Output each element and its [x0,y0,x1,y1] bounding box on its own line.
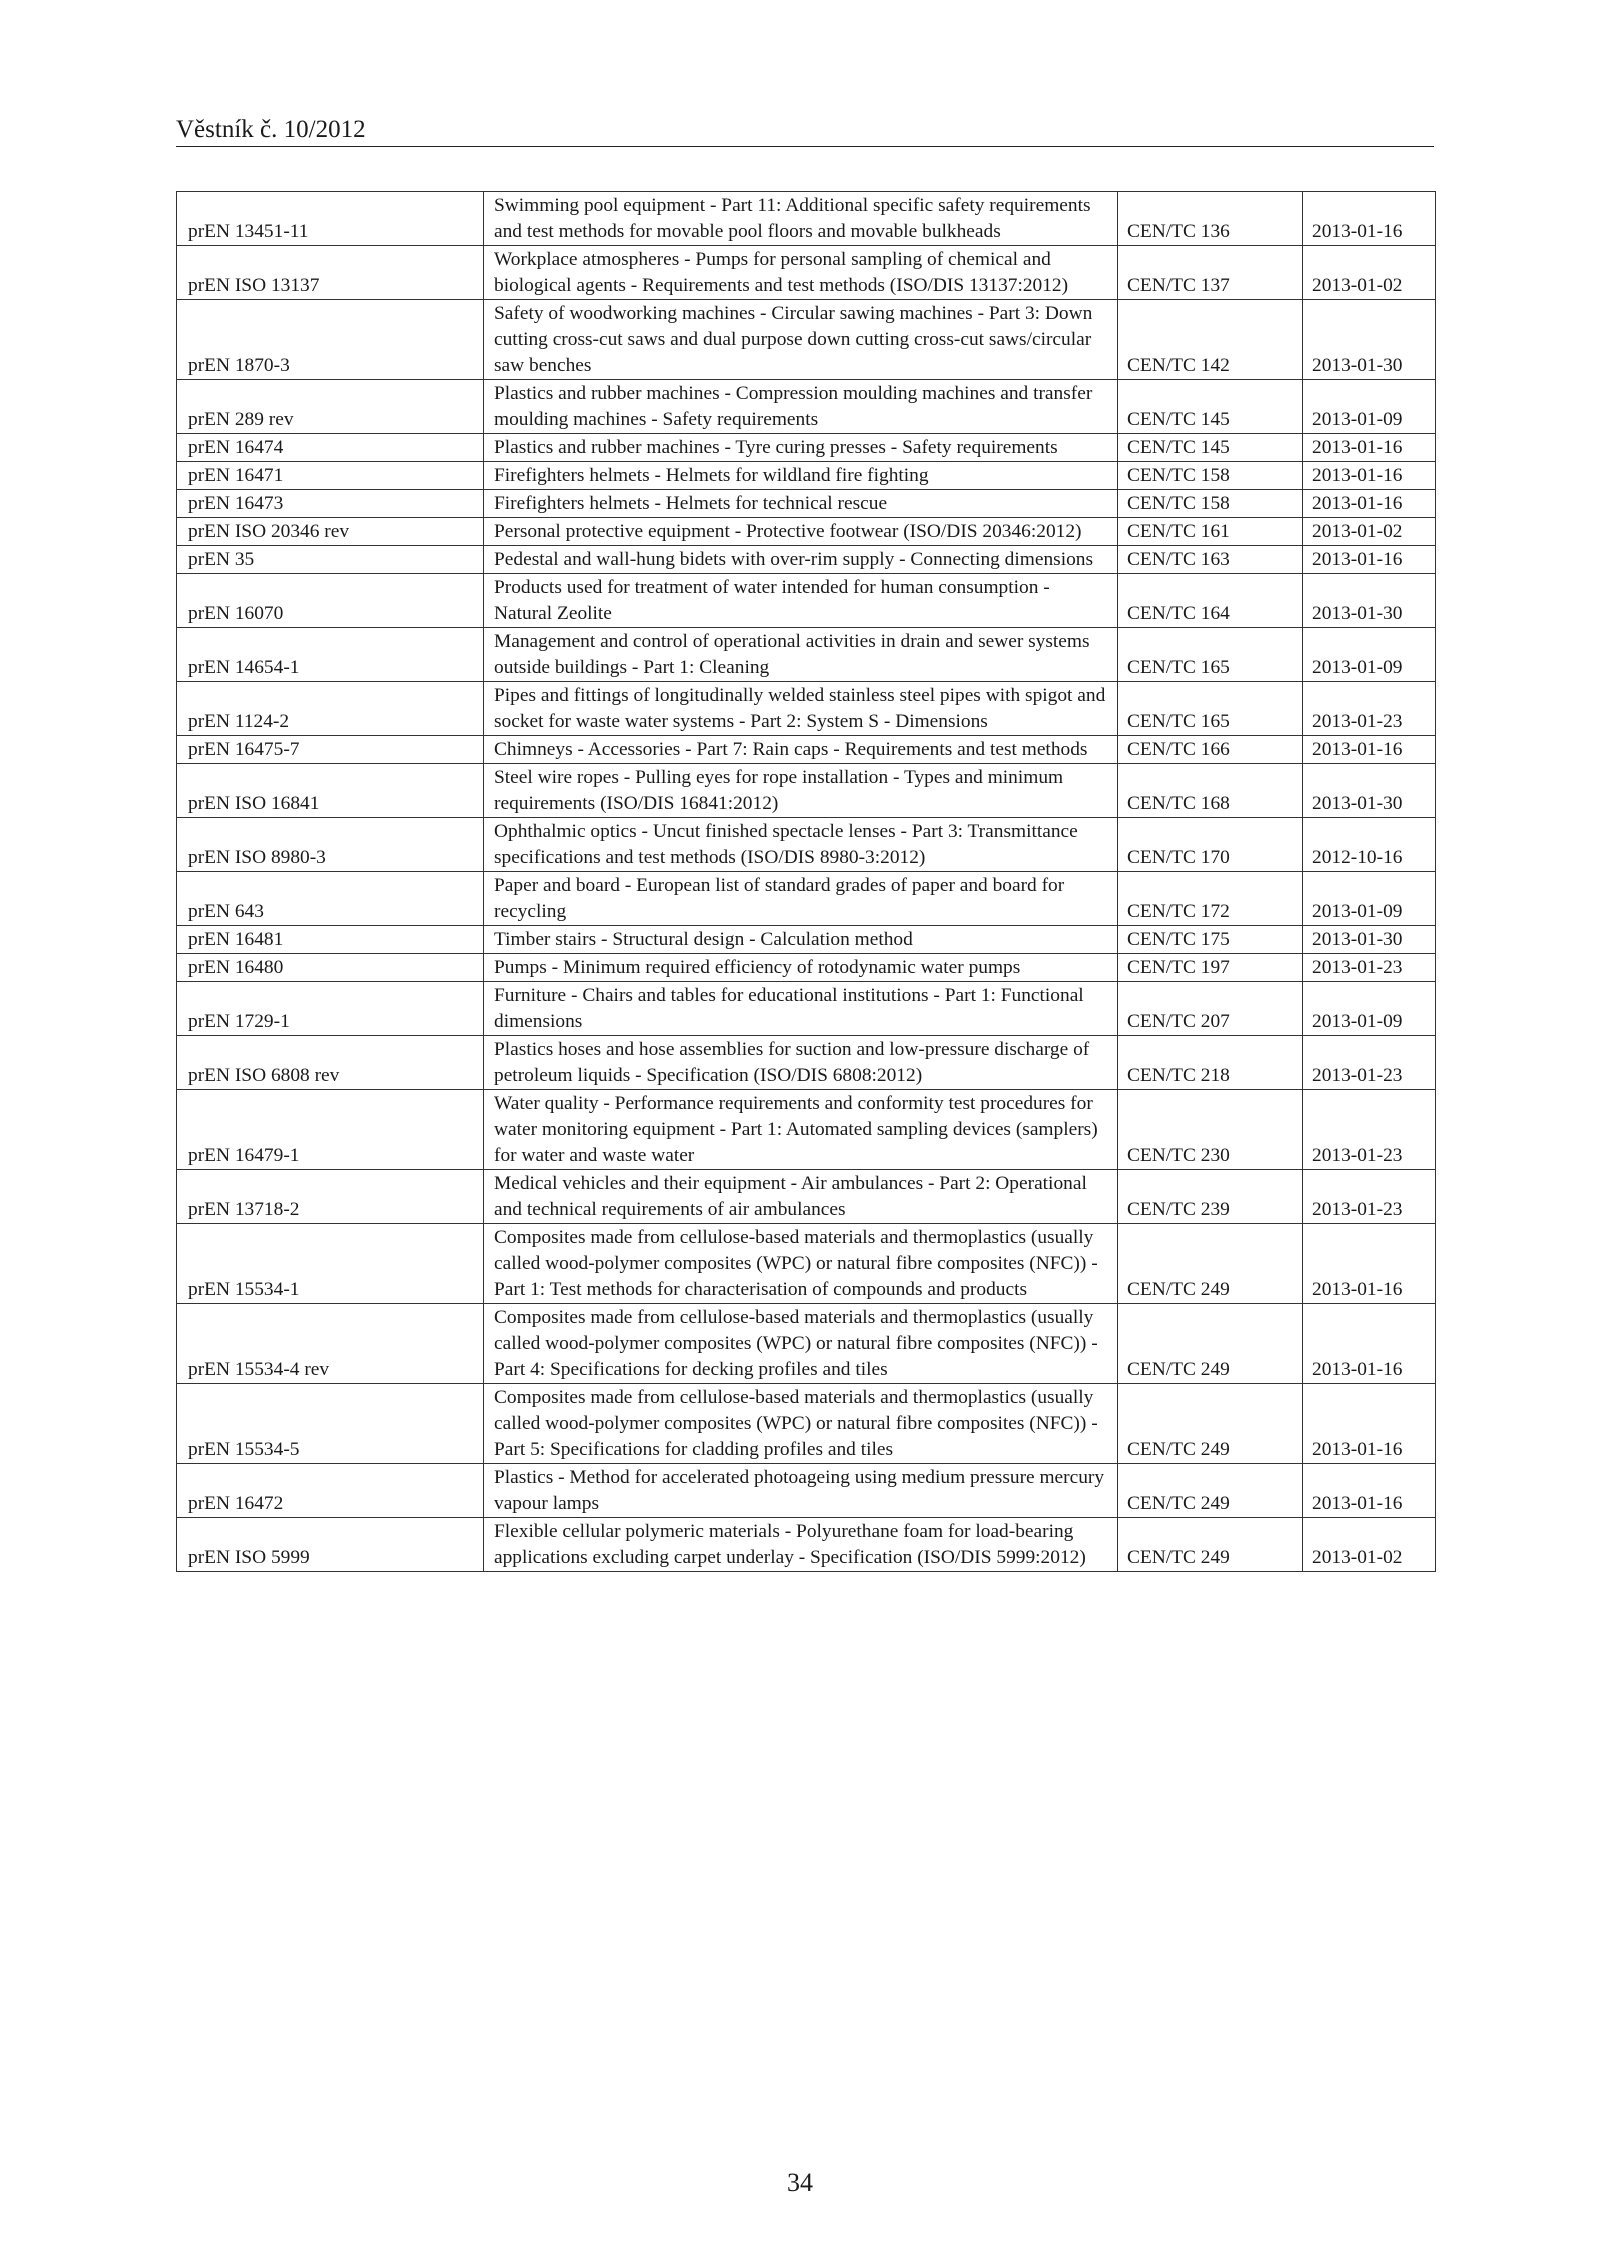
standard-title-cell: Personal protective equipment - Protective footwear (ISO/DIS 20346:2012) [484,518,1118,546]
table-row [177,574,1436,628]
standard-title-cell: Steel wire ropes - Pulling eyes for rope installation - Types and minimum requirements (ISO/DIS 16841:2012) [484,764,1118,818]
technical-committee-cell: CEN/TC 168 [1118,764,1303,818]
standard-title-cell: Firefighters helmets - Helmets for technical rescue [484,490,1118,518]
deadline-date-cell: 2013-01-30 [1303,764,1436,818]
standard-code-cell: prEN ISO 8980-3 [177,818,484,872]
table-row [177,982,1436,1036]
table-row [177,1090,1436,1170]
standard-code-cell: prEN 16475-7 [177,736,484,764]
technical-committee-cell: CEN/TC 158 [1118,462,1303,490]
standard-code-cell: prEN 16481 [177,926,484,954]
table-row [177,628,1436,682]
deadline-date-cell: 2013-01-16 [1303,1464,1436,1518]
table-row [177,954,1436,982]
page-number: 34 [787,2168,813,2197]
standard-code-cell: prEN 16471 [177,462,484,490]
standard-title-cell: Plastics - Method for accelerated photoageing using medium pressure mercury vapour lamps [484,1464,1118,1518]
table-row [177,872,1436,926]
table-row [177,1384,1436,1464]
deadline-date-cell: 2013-01-16 [1303,490,1436,518]
technical-committee-cell: CEN/TC 170 [1118,818,1303,872]
standard-title-cell: Pumps - Minimum required efficiency of rotodynamic water pumps [484,954,1118,982]
standard-title-cell: Management and control of operational activities in drain and sewer systems outside buildings - Part 1: Cleaning [484,628,1118,682]
technical-committee-cell: CEN/TC 249 [1118,1224,1303,1304]
standard-title-cell: Chimneys - Accessories - Part 7: Rain caps - Requirements and test methods [484,736,1118,764]
standard-title-cell: Ophthalmic optics - Uncut finished spectacle lenses - Part 3: Transmittance specifications and test methods (ISO/DIS 8980-3:2012) [484,818,1118,872]
table-row [177,1036,1436,1090]
technical-committee-cell: CEN/TC 249 [1118,1304,1303,1384]
standard-code-cell: prEN 643 [177,872,484,926]
standard-code-cell: prEN ISO 6808 rev [177,1036,484,1090]
technical-committee-cell: CEN/TC 142 [1118,300,1303,380]
standard-code-cell: prEN 14654-1 [177,628,484,682]
standard-title-cell: Composites made from cellulose-based materials and thermoplastics (usually called wood-polymer composites (WPC) or natural fibre composites (NFC)) - Part 4: Specifications for decking profiles and tiles [484,1304,1118,1384]
technical-committee-cell: CEN/TC 163 [1118,546,1303,574]
table-row [177,736,1436,764]
table-row [177,1224,1436,1304]
standard-title-cell: Medical vehicles and their equipment - Air ambulances - Part 2: Operational and technical requirements of air ambulances [484,1170,1118,1224]
standard-code-cell: prEN 16480 [177,954,484,982]
standard-code-cell: prEN ISO 20346 rev [177,518,484,546]
technical-committee-cell: CEN/TC 207 [1118,982,1303,1036]
deadline-date-cell: 2013-01-16 [1303,462,1436,490]
table-row [177,192,1436,246]
standard-code-cell: prEN 15534-5 [177,1384,484,1464]
table-row [177,462,1436,490]
deadline-date-cell: 2013-01-16 [1303,1384,1436,1464]
standard-code-cell: prEN 1729-1 [177,982,484,1036]
standard-code-cell: prEN ISO 16841 [177,764,484,818]
standard-code-cell: prEN 16070 [177,574,484,628]
standard-title-cell: Composites made from cellulose-based materials and thermoplastics (usually called wood-polymer composites (WPC) or natural fibre composites (NFC)) - Part 5: Specifications for cladding profiles and tiles [484,1384,1118,1464]
table-row [177,1518,1436,1572]
standard-title-cell: Firefighters helmets - Helmets for wildland fire fighting [484,462,1118,490]
deadline-date-cell: 2013-01-09 [1303,628,1436,682]
deadline-date-cell: 2013-01-30 [1303,300,1436,380]
technical-committee-cell: CEN/TC 165 [1118,682,1303,736]
standard-title-cell: Pedestal and wall-hung bidets with over-rim supply - Connecting dimensions [484,546,1118,574]
deadline-date-cell: 2013-01-23 [1303,1090,1436,1170]
standards-table [176,191,1436,1572]
standard-code-cell: prEN 1124-2 [177,682,484,736]
technical-committee-cell: CEN/TC 161 [1118,518,1303,546]
page-header [176,110,1434,147]
technical-committee-cell: CEN/TC 249 [1118,1518,1303,1572]
deadline-date-cell: 2013-01-09 [1303,982,1436,1036]
table-row [177,380,1436,434]
standard-code-cell: prEN 1870-3 [177,300,484,380]
deadline-date-cell: 2013-01-16 [1303,736,1436,764]
table-row [177,682,1436,736]
standards-table-body [177,192,1436,1572]
standard-code-cell: prEN 15534-1 [177,1224,484,1304]
deadline-date-cell: 2013-01-16 [1303,192,1436,246]
table-row [177,546,1436,574]
table-row [177,1304,1436,1384]
technical-committee-cell: CEN/TC 165 [1118,628,1303,682]
deadline-date-cell: 2013-01-30 [1303,926,1436,954]
standard-code-cell: prEN 16474 [177,434,484,462]
table-row [177,1464,1436,1518]
table-row [177,246,1436,300]
standard-code-cell: prEN 35 [177,546,484,574]
deadline-date-cell: 2013-01-09 [1303,380,1436,434]
standard-code-cell: prEN 16473 [177,490,484,518]
journal-title: Věstník č. 10/2012 [176,116,366,143]
standard-title-cell: Plastics and rubber machines - Tyre curing presses - Safety requirements [484,434,1118,462]
standard-title-cell: Composites made from cellulose-based materials and thermoplastics (usually called wood-polymer composites (WPC) or natural fibre composites (NFC)) - Part 1: Test methods for characterisation of compounds and products [484,1224,1118,1304]
deadline-date-cell: 2013-01-16 [1303,1224,1436,1304]
standard-title-cell: Paper and board - European list of standard grades of paper and board for recycling [484,872,1118,926]
technical-committee-cell: CEN/TC 172 [1118,872,1303,926]
standard-code-cell: prEN 15534-4 rev [177,1304,484,1384]
deadline-date-cell: 2012-10-16 [1303,818,1436,872]
deadline-date-cell: 2013-01-23 [1303,954,1436,982]
table-row [177,764,1436,818]
deadline-date-cell: 2013-01-02 [1303,518,1436,546]
table-row [177,518,1436,546]
table-row [177,300,1436,380]
deadline-date-cell: 2013-01-16 [1303,546,1436,574]
table-row [177,1170,1436,1224]
standard-title-cell: Plastics and rubber machines - Compression moulding machines and transfer moulding machines - Safety requirements [484,380,1118,434]
deadline-date-cell: 2013-01-09 [1303,872,1436,926]
standard-code-cell: prEN ISO 13137 [177,246,484,300]
table-row [177,434,1436,462]
technical-committee-cell: CEN/TC 145 [1118,380,1303,434]
standard-title-cell: Products used for treatment of water intended for human consumption - Natural Zeolite [484,574,1118,628]
deadline-date-cell: 2013-01-02 [1303,1518,1436,1572]
table-row [177,490,1436,518]
standard-code-cell: prEN ISO 5999 [177,1518,484,1572]
deadline-date-cell: 2013-01-30 [1303,574,1436,628]
technical-committee-cell: CEN/TC 137 [1118,246,1303,300]
standard-title-cell: Furniture - Chairs and tables for educational institutions - Part 1: Functional dimensions [484,982,1118,1036]
technical-committee-cell: CEN/TC 145 [1118,434,1303,462]
standard-title-cell: Water quality - Performance requirements and conformity test procedures for water monitoring equipment - Part 1: Automated sampling devices (samplers) for water and waste water [484,1090,1118,1170]
deadline-date-cell: 2013-01-23 [1303,1036,1436,1090]
technical-committee-cell: CEN/TC 249 [1118,1464,1303,1518]
technical-committee-cell: CEN/TC 197 [1118,954,1303,982]
deadline-date-cell: 2013-01-23 [1303,682,1436,736]
standard-code-cell: prEN 289 rev [177,380,484,434]
standard-title-cell: Flexible cellular polymeric materials - Polyurethane foam for load-bearing applications excluding carpet underlay - Specification (ISO/DIS 5999:2012) [484,1518,1118,1572]
technical-committee-cell: CEN/TC 164 [1118,574,1303,628]
deadline-date-cell: 2013-01-02 [1303,246,1436,300]
table-row [177,926,1436,954]
technical-committee-cell: CEN/TC 166 [1118,736,1303,764]
technical-committee-cell: CEN/TC 239 [1118,1170,1303,1224]
deadline-date-cell: 2013-01-16 [1303,1304,1436,1384]
standard-title-cell: Workplace atmospheres - Pumps for personal sampling of chemical and biological agents - Requirements and test methods (ISO/DIS 13137:2012) [484,246,1118,300]
deadline-date-cell: 2013-01-23 [1303,1170,1436,1224]
deadline-date-cell: 2013-01-16 [1303,434,1436,462]
table-row [177,818,1436,872]
standard-code-cell: prEN 16479-1 [177,1090,484,1170]
technical-committee-cell: CEN/TC 136 [1118,192,1303,246]
standard-title-cell: Safety of woodworking machines - Circular sawing machines - Part 3: Down cutting cross-cut saws and dual purpose down cutting cross-cut saws/circular saw benches [484,300,1118,380]
technical-committee-cell: CEN/TC 230 [1118,1090,1303,1170]
standard-title-cell: Swimming pool equipment - Part 11: Additional specific safety requirements and test methods for movable pool floors and movable bulkheads [484,192,1118,246]
technical-committee-cell: CEN/TC 175 [1118,926,1303,954]
technical-committee-cell: CEN/TC 158 [1118,490,1303,518]
standard-code-cell: prEN 13718-2 [177,1170,484,1224]
technical-committee-cell: CEN/TC 249 [1118,1384,1303,1464]
standard-title-cell: Pipes and fittings of longitudinally welded stainless steel pipes with spigot and socket for waste water systems - Part 2: System S - Dimensions [484,682,1118,736]
technical-committee-cell: CEN/TC 218 [1118,1036,1303,1090]
standard-title-cell: Timber stairs - Structural design - Calculation method [484,926,1118,954]
standard-code-cell: prEN 13451-11 [177,192,484,246]
standard-code-cell: prEN 16472 [177,1464,484,1518]
standard-title-cell: Plastics hoses and hose assemblies for suction and low-pressure discharge of petroleum liquids - Specification (ISO/DIS 6808:2012) [484,1036,1118,1090]
